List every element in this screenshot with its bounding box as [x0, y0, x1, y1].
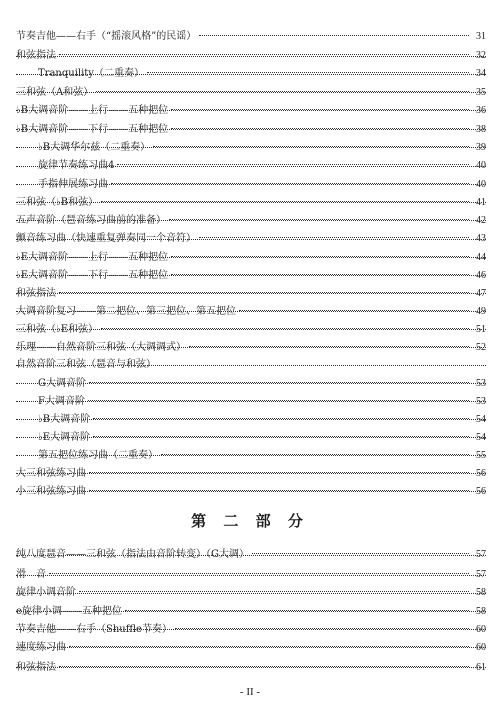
toc-entry-title: ♭B大调音阶——下行——五种把位 — [16, 124, 169, 135]
dot-leader — [111, 173, 469, 184]
toc-entry-title: 三和弦（♭E和弦） — [16, 324, 99, 335]
toc-entry-page: 58 — [476, 587, 486, 598]
toc-entry-page: 46 — [476, 270, 486, 281]
toc-entry-page: 42 — [476, 215, 486, 226]
dot-leader — [69, 636, 469, 647]
row-separator — [16, 611, 486, 612]
toc-entry-page: 60 — [476, 642, 486, 653]
toc-entry-page: 32 — [476, 50, 486, 61]
row-separator — [16, 473, 486, 474]
dot-leader — [147, 62, 469, 73]
dot-leader — [153, 136, 469, 147]
toc-entry-title: ♭E大调音阶 — [38, 432, 91, 443]
page-number: - II - — [239, 686, 261, 698]
toc-entry-title: ♭B大调音阶 — [38, 414, 91, 425]
toc-entry-page: 51 — [476, 324, 486, 335]
row-separator — [16, 365, 486, 366]
dot-leader — [89, 480, 469, 491]
row-separator — [16, 491, 486, 492]
toc-entry-page: 36 — [476, 105, 486, 116]
row-separator — [16, 275, 486, 276]
toc-entry-title: ♭E大调音阶——下行——五种把位 — [16, 270, 169, 281]
row-separator — [16, 129, 486, 130]
toc-entry-title: 手指伸展练习曲 — [38, 179, 108, 190]
toc-entry-page: 34 — [476, 68, 486, 79]
toc-entry-title: 三和弦（A和弦） — [16, 87, 94, 98]
dot-leader — [93, 408, 469, 419]
row-separator — [16, 110, 486, 111]
dot-leader — [199, 227, 469, 238]
part-two-heading: 第 二 部 分 — [191, 512, 309, 530]
dot-leader — [89, 462, 469, 473]
row-separator — [16, 147, 486, 148]
toc-entry-title: 和弦指法 — [16, 662, 56, 673]
toc-entry[interactable] — [0, 584, 500, 600]
toc-entry-title: 和弦指法 — [16, 288, 56, 299]
dot-leader — [171, 99, 469, 110]
toc-entry[interactable] — [0, 566, 500, 582]
dot-leader — [101, 318, 469, 329]
row-separator — [16, 257, 486, 258]
row-separator — [16, 166, 486, 167]
toc-entry-title: 纯八度琶音——三和弦（指法由音阶转变）（G大调） — [16, 549, 249, 560]
toc-entry-title: 三和弦（♭B和弦） — [16, 197, 99, 208]
toc-entry-title: 大三和弦练习曲 — [16, 468, 86, 479]
toc-entry-page: 44 — [476, 252, 486, 263]
row-separator — [16, 575, 486, 576]
toc-entry-page: 56 — [476, 468, 486, 479]
toc-entry-title: ♭B大调华尔兹（二重奏） — [38, 142, 151, 153]
row-separator — [16, 347, 486, 348]
dot-leader — [49, 563, 469, 574]
row-separator — [16, 647, 486, 648]
toc-entry-page: 54 — [476, 414, 486, 425]
toc-entry-page: 38 — [476, 124, 486, 135]
toc-entry-page: 53 — [476, 396, 486, 407]
row-separator — [16, 202, 486, 203]
dot-leader — [79, 581, 469, 592]
toc-entry-title: Tranquility（二重奏） — [38, 68, 144, 79]
row-separator — [16, 401, 486, 402]
toc-entry-title: 第五把位练习曲（二重奏） — [38, 450, 158, 461]
toc-entry-page: 31 — [476, 31, 486, 42]
toc-entry-title: G大调音阶 — [38, 378, 86, 389]
dot-leader — [125, 600, 469, 611]
row-separator — [16, 593, 486, 594]
toc-entry[interactable] — [0, 28, 500, 44]
toc-entry-page: 58 — [476, 606, 486, 617]
dot-leader — [199, 25, 469, 36]
toc-entry-page: 49 — [476, 306, 486, 317]
dot-leader — [252, 543, 469, 554]
toc-entry-page: 57 — [476, 569, 486, 580]
toc-entry-page: 54 — [476, 432, 486, 443]
dot-leader — [93, 426, 469, 437]
row-separator — [16, 74, 486, 75]
dot-leader — [59, 656, 469, 667]
toc-entry-title: 自然音阶三和弦（琶音与和弦） — [16, 359, 156, 370]
toc-entry-page: 56 — [476, 486, 486, 497]
toc-entry-page: 52 — [476, 342, 486, 353]
toc-entry-page: 47 — [476, 288, 486, 299]
toc-entry-title: 五声音阶（琶音练习曲前的准备） — [16, 215, 166, 226]
toc-entry-title: 乐理——自然音阶三和弦（大调调式） — [16, 342, 186, 353]
toc-entry-title: 小三和弦练习曲 — [16, 486, 86, 497]
dot-leader — [169, 209, 469, 220]
dot-leader — [59, 44, 469, 55]
row-separator — [16, 293, 486, 294]
dot-leader — [171, 118, 469, 129]
row-separator — [16, 437, 486, 438]
toc-entry[interactable] — [0, 230, 500, 246]
row-separator — [16, 329, 486, 330]
dot-leader — [171, 264, 469, 275]
row-separator — [16, 311, 486, 312]
row-separator — [16, 56, 486, 57]
toc-entry-title: 滑 音 — [16, 569, 46, 580]
dot-leader — [59, 282, 469, 293]
toc-entry-title: 大调音阶复习——第二把位、第三把位、第五把位 — [16, 306, 236, 317]
toc-entry-page: 57 — [476, 549, 486, 560]
toc-entry-page: 40 — [476, 160, 486, 171]
toc-entry[interactable] — [0, 47, 500, 63]
row-separator — [16, 383, 486, 384]
dot-leader — [171, 246, 469, 257]
toc-entry-title: 节奏吉他——右手（“摇滚风格”的民谣） — [16, 31, 197, 42]
row-separator — [16, 629, 486, 630]
toc-entry-page: 40 — [476, 179, 486, 190]
row-separator — [16, 92, 486, 93]
toc-entry-title: ♭E大调音阶——上行——五种把位 — [16, 252, 169, 263]
row-separator — [16, 455, 486, 456]
dot-leader — [117, 154, 469, 165]
toc-entry-title: 颤音练习曲（快速重复弹奏同一个音符） — [16, 233, 196, 244]
row-separator — [16, 184, 486, 185]
row-separator — [16, 419, 486, 420]
toc-entry-page: 39 — [476, 142, 486, 153]
toc-entry-title: 旋律小调音阶 — [16, 587, 76, 598]
row-separator — [16, 667, 486, 668]
toc-entry-title: 旋律节奏练习曲4 — [38, 160, 115, 171]
toc-entry-title: 和弦指法 — [16, 50, 56, 61]
toc-entry-page: 55 — [476, 450, 486, 461]
toc-entry-page: 60 — [476, 624, 486, 635]
toc-entry-page: 41 — [476, 197, 486, 208]
row-separator — [16, 555, 486, 556]
dot-leader — [161, 444, 469, 455]
dot-leader — [189, 336, 469, 347]
row-separator — [16, 239, 486, 240]
toc-entry-title: 节奏吉他——右手（Shuffle节奏） — [16, 624, 172, 635]
dot-leader — [101, 191, 469, 202]
toc-entry-page: 43 — [476, 233, 486, 244]
dot-leader — [96, 81, 469, 92]
toc-entry[interactable] — [0, 546, 500, 562]
toc-entry-page: 53 — [476, 378, 486, 389]
toc-entry-title: ♭B大调音阶——上行——五种把位 — [16, 105, 169, 116]
dot-leader — [175, 618, 469, 629]
toc-entry-title: 速度练习曲 — [16, 642, 66, 653]
toc-entry[interactable] — [0, 65, 500, 81]
toc-entry-page: 61 — [476, 662, 486, 673]
toc-entry[interactable] — [0, 157, 500, 173]
dot-leader — [88, 390, 469, 401]
dot-leader — [89, 372, 469, 383]
toc-entry-title: F大调音阶 — [38, 396, 85, 407]
dot-leader — [239, 300, 469, 311]
toc-entry-page: 35 — [476, 87, 486, 98]
toc-entry-title: e旋律小调——五种把位 — [16, 606, 122, 617]
row-separator — [16, 220, 486, 221]
